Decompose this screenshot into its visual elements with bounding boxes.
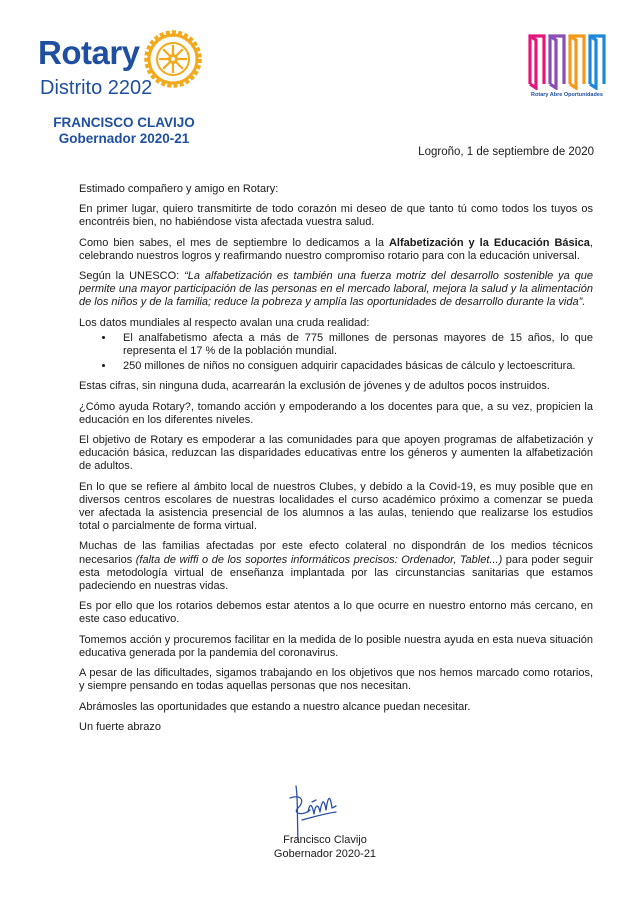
governor-title: Gobernador 2020-21 (58, 131, 190, 146)
theme-logo (522, 26, 612, 106)
highlight-topic: Alfabetización y la Educación Básica (388, 236, 590, 249)
rotary-logo (38, 26, 208, 106)
signature-block (270, 834, 380, 861)
theme-tagline: Rotary Abre Oportunidades (531, 92, 603, 98)
greeting: Estimado compañero y amigo en Rotary: (79, 183, 279, 195)
signer-name: Francisco Clavijo (283, 834, 367, 846)
paragraph: Tomemos acción y procuremos facilitar en la medida de lo posible nuestra ayuda en esta nueva situación educativa generada por la pandemia del coronavirus. (79, 633, 593, 659)
letter-body (79, 183, 593, 741)
paragraph: En lo que se refiere al ámbito local de nuestros Clubes, y debido a la Covid-19, es muy posible que en diversos centros escolares de nuestras localidades el curso académico próximo a comenzar se pueda ver afectada la asistencia presencial de los alumnos a las aulas, teniendo que realizarse los estudios total o parcialmente de forma virtual. (79, 480, 593, 533)
closing: Un fuerte abrazo (79, 720, 161, 733)
governor-name: FRANCISCO CLAVIJO (53, 115, 195, 130)
paragraph: ¿Cómo ayuda Rotary?, tomando acción y empoderando a los docentes para que, a su vez, propicien la educación en los diferentes niveles. (79, 400, 593, 426)
governor-heading (44, 115, 204, 147)
wheel-ring-text: ROTARY INTERNATIONAL (147, 32, 196, 54)
list-item: • 250 millones de niños no consiguen adquirir capacidades básicas de cálculo y lectoescritura. (115, 360, 593, 373)
unesco-quote: “La alfabetización es también una fuerza motriz del desarrollo sostenible ya que permite una mayor participación de las personas en el mercado laboral, mejora la salud y la alimentación de los niños y de la familia; reduce la pobreza y amplía las oportunidades de desarrollo durante la vida”. (79, 270, 594, 309)
paragraph: A pesar de las dificultades, sigamos trabajando en los objetivos que nos hemos marcado como rotarios, y siempre pensando en todas aquellas personas que nos necesitan. (79, 667, 593, 693)
open-doors-icon (522, 26, 612, 90)
aside-note: (falta de wiffi o de los soportes informáticos precisos: Ordenador, Tablet...) (135, 553, 503, 566)
statistics-list (79, 332, 593, 374)
paragraph: Como bien sabes, el mes de septiembre lo dedicamos a la Alfabetización y la Educación Básica, celebrando nuestros logros y reafirmando nuestro compromiso rotario para con la educación universal. (79, 236, 593, 262)
letter-date: Logroño, 1 de septiembre de 2020 (418, 146, 594, 158)
paragraph: El objetivo de Rotary es empoderar a las comunidades para que apoyen programas de alfabetización y educación básica, reduzcan las disparidades educativas entre los géneros y aumenten la alfabetización de adultos. (79, 434, 593, 473)
paragraph: Según la UNESCO: “La alfabetización es también una fuerza motriz del desarrollo sostenible ya que permite una mayor participación de las personas en el mercado laboral, mejora la salud y la alimentación de los niños y de la familia; reduce la pobreza y amplía las oportunidades de desarrollo durante la vida”. (79, 270, 594, 309)
list-item: • El analfabetismo afecta a más de 775 millones de personas mayores de 15 años, lo que representa el 17 % de la población mundial. (115, 332, 593, 358)
paragraph: En primer lugar, quiero transmitirte de todo corazón mi deseo de que tanto tú como todos los tuyos os encontréis bien, no habiéndose vista afectada vuestra salud. (79, 203, 593, 229)
signer-title: Gobernador 2020-21 (273, 847, 377, 860)
paragraph: Muchas de las familias afectadas por este efecto colateral no dispondrán de los medios técnicos necesarios (falta de wiffi o de los soportes informáticos precisos: Ordenador, Tablet...) para poder seguir esta metodología virtual de enseñanza implantada por las circunstancias sanitarias que estamos padeciendo en nuestras vidas. (79, 540, 593, 593)
paragraph: Los datos mundiales al respecto avalan una cruda realidad: (79, 316, 370, 329)
paragraph: Estas cifras, sin ninguna duda, acarrearán la exclusión de jóvenes y de adultos pocos instruidos. (79, 380, 550, 393)
paragraph: Es por ello que los rotarios debemos estar atentos a lo que ocurre en nuestro entorno más cercano, en este caso educativo. (79, 600, 593, 626)
paragraph: Abrámosles las oportunidades que estando a nuestro alcance puedan necesitar. (79, 700, 471, 713)
district-label: Distrito 2202 (40, 77, 153, 99)
rotary-wordmark: Rotary (38, 34, 140, 71)
